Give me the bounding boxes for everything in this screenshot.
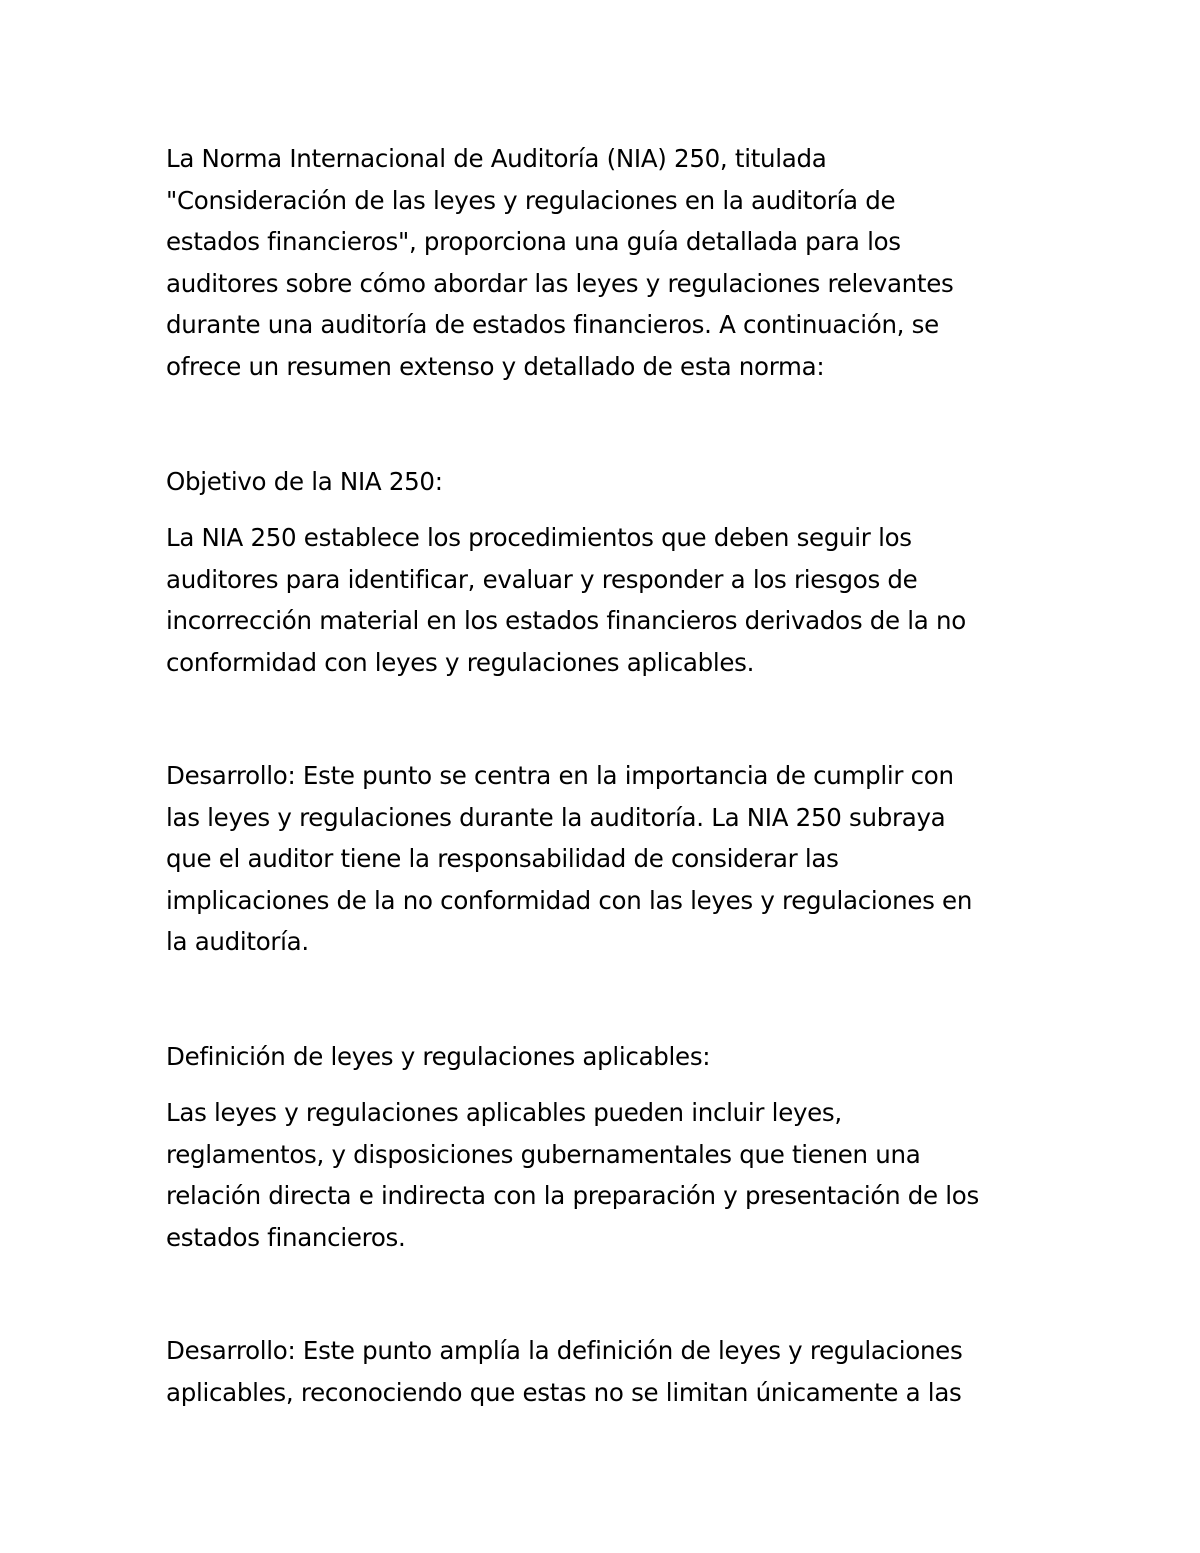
- text-line: "Consideración de las leyes y regulaciones en la auditoría de: [166, 185, 896, 215]
- text-line: Las leyes y regulaciones aplicables pueden incluir leyes,: [166, 1098, 842, 1127]
- text-line: aplicables, reconociendo que estas no se limitan únicamente a las: [166, 1377, 962, 1407]
- text-line: las leyes y regulaciones durante la auditoría. La NIA 250 subraya: [166, 802, 946, 832]
- text-line: Desarrollo: Este punto amplía la definición de leyes y regulaciones: [166, 1336, 963, 1365]
- text-line: La Norma Internacional de Auditoría (NIA) 250, titulada: [166, 144, 827, 173]
- definicion-heading: [166, 1036, 1046, 1078]
- text-line: estados financieros", proporciona una guía detallada para los: [166, 227, 901, 256]
- text-line: implicaciones de la no conformidad con las leyes y regulaciones en: [166, 885, 973, 915]
- text-line: durante una auditoría de estados financieros. A continuación, se: [166, 310, 939, 339]
- text-line: ofrece un resumen extenso y detallado de esta norma:: [166, 351, 825, 381]
- objetivo-heading: [166, 461, 1046, 503]
- text-line: estados financieros.: [166, 1222, 406, 1252]
- definicion-paragraph: [166, 1092, 1046, 1258]
- desarrollo-paragraph-2: [166, 1330, 1046, 1413]
- text-line: que el auditor tiene la responsabilidad de considerar las: [166, 844, 839, 873]
- text-line: la auditoría.: [166, 927, 309, 956]
- text-line: La NIA 250 establece los procedimientos que deben seguir los: [166, 523, 912, 552]
- section-heading: Objetivo de la NIA 250:: [166, 467, 443, 496]
- section-heading: Definición de leyes y regulaciones aplicables:: [166, 1042, 711, 1071]
- text-line: auditores sobre cómo abordar las leyes y regulaciones relevantes: [166, 268, 954, 298]
- text-line: relación directa e indirecta con la preparación y presentación de los: [166, 1181, 979, 1210]
- text-line: auditores para identificar, evaluar y responder a los riesgos de: [166, 564, 918, 594]
- intro-paragraph: [166, 138, 1046, 387]
- text-line: conformidad con leyes y regulaciones aplicables.: [166, 647, 755, 677]
- desarrollo-paragraph-1: [166, 755, 1046, 963]
- objetivo-paragraph: [166, 517, 1046, 683]
- text-line: reglamentos, y disposiciones gubernamentales que tienen una: [166, 1139, 921, 1169]
- text-line: incorrección material en los estados financieros derivados de la no: [166, 606, 966, 635]
- text-line: Desarrollo: Este punto se centra en la importancia de cumplir con: [166, 761, 954, 790]
